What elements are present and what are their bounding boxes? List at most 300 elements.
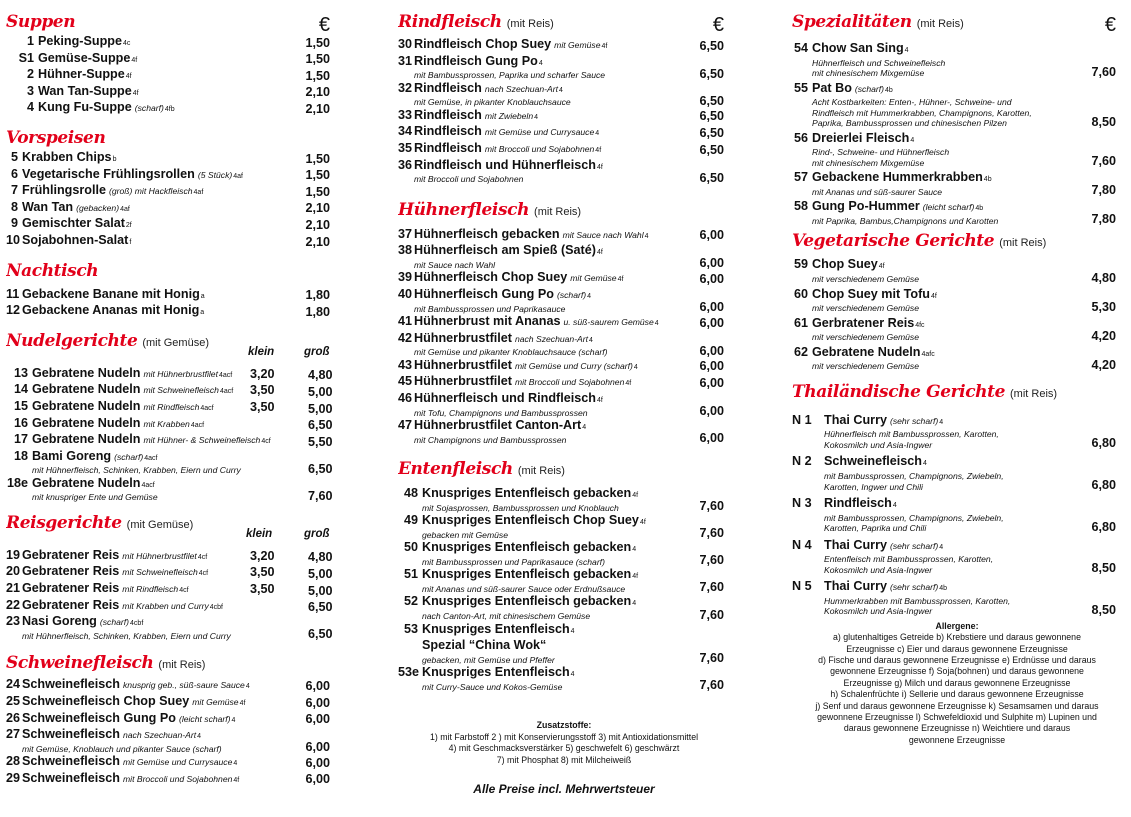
price: 6,00	[699, 271, 724, 286]
additives-note	[398, 720, 730, 766]
price-large: 6,50	[308, 627, 333, 642]
section-title: Nachtisch	[6, 260, 99, 281]
item-name: Rindfleisch	[414, 107, 482, 122]
menu-item	[398, 108, 730, 125]
allergen-codes: 4	[904, 47, 909, 54]
item-number: 40	[398, 286, 413, 301]
menu-item-line	[6, 216, 336, 233]
menu-item-line	[6, 303, 336, 320]
allergen-codes: 4	[632, 600, 637, 608]
menu-item-line	[398, 270, 730, 287]
menu-item	[398, 513, 730, 540]
item-ingredients: mit Gemüse und pikanter Knoblauchsauce (scharf)	[414, 347, 608, 358]
allergen-codes: 4af	[120, 205, 130, 213]
item-name: Gebratene Nudeln	[32, 415, 141, 430]
item-number: 7	[10, 183, 18, 198]
item-number: 49	[403, 513, 418, 528]
menu-item	[792, 413, 1122, 451]
menu-item-line	[6, 449, 336, 466]
item-name: Hühnerfleisch gebacken	[414, 226, 560, 241]
item-description: mit Hühner- & Schweinefleisch	[143, 435, 261, 446]
price: 1,50	[305, 151, 330, 166]
item-number: 55	[793, 80, 808, 95]
menu-item	[6, 449, 336, 476]
item-number: 45	[398, 374, 413, 389]
item-description: (groß) mit Hackfleisch	[108, 186, 193, 197]
allergen-codes: 4c	[122, 40, 131, 47]
menu-item-line	[792, 81, 1122, 98]
item-name: Rindfleisch Chop Suey	[414, 37, 552, 51]
menu-item	[6, 564, 336, 581]
menu-item	[398, 227, 730, 244]
menu-item-line	[792, 287, 1122, 304]
menu-item	[6, 548, 336, 565]
allergen-codes: 4	[587, 292, 591, 300]
item-description: (sehr scharf)	[889, 582, 939, 593]
item-ingredients: mit Sauce nach Wahl	[414, 259, 496, 270]
allergen-codes: 4cbf	[209, 603, 223, 611]
allergen-codes: 4	[538, 59, 543, 67]
menu-item	[6, 598, 336, 615]
menu-item-line	[398, 391, 730, 408]
price: 6,50	[699, 170, 724, 185]
item-description: nach Szechuan-Art	[514, 333, 589, 344]
menu-item	[792, 199, 1122, 226]
item-number: 24	[6, 677, 21, 692]
allergen-codes: 4acf	[144, 454, 158, 462]
allergen-codes: 4f	[878, 263, 885, 271]
item-ingredients: gebacken, mit Gemüse und Pfeffer	[422, 654, 555, 665]
menu-item-line	[792, 345, 1122, 362]
item-description: nach Szechuan-Art	[484, 83, 558, 94]
menu-item	[6, 754, 336, 771]
section-huehnerfleisch	[398, 199, 730, 445]
item-number: 13	[13, 365, 28, 380]
additives-line: 1) mit Farbstoff 2 ) mit Konservierungsstoff 3) mit Antioxidationsmittel	[429, 731, 699, 742]
menu-item	[792, 579, 1122, 617]
item-name: Hühnerbrustfilet	[414, 330, 512, 345]
item-ingredients: Rindfleisch mit Hummerkrabben, Champignons, Karotten,	[812, 107, 1032, 118]
item-ingredients: Rind-, Schweine- und Hühnerfleisch	[812, 147, 950, 158]
item-description: mit Rindfleisch	[122, 584, 179, 595]
item-number: 18	[13, 448, 28, 463]
price: 6,00	[305, 678, 330, 693]
menu-item-line	[6, 382, 336, 399]
item-description: mit Gemüse	[554, 40, 601, 50]
item-name: Gebratener Reis	[22, 581, 120, 596]
allergen-codes: 4	[923, 460, 927, 468]
item-ingredients: Karotten, Paprika und Chili	[824, 523, 927, 534]
additives-line: 4) mit Geschmacksverstärker 5) geschwefelt 6) geschwärzt	[448, 743, 680, 754]
item-number: 30	[398, 37, 413, 51]
allergen-codes: 4f	[601, 43, 608, 50]
item-number: 29	[6, 770, 21, 785]
section-title: Hühnerfleisch (mit Reis)	[398, 199, 582, 220]
item-name: Knuspriges Entenfleisch Chop Suey	[422, 513, 639, 528]
item-name: Thai Curry	[824, 412, 887, 427]
item-description: mit Zwiebeln	[484, 110, 534, 121]
price: 8,50	[1091, 114, 1116, 129]
section-title: Schweinefleisch (mit Reis)	[6, 653, 206, 674]
item-description: (scharf)	[854, 83, 885, 94]
menu-item-line	[6, 581, 336, 598]
allergen-codes: 4f	[595, 146, 602, 154]
allergen-codes: 4	[570, 627, 575, 635]
section-title: Entenfleisch (mit Reis)	[398, 459, 565, 480]
item-number: 52	[403, 594, 418, 609]
item-ingredients: mit Tofu, Champignons und Bambussprossen	[414, 407, 588, 418]
item-description: nach Szechuan-Art	[123, 730, 197, 741]
menu-item-line	[398, 287, 730, 304]
menu-item	[6, 167, 336, 184]
price: 6,50	[699, 38, 724, 53]
allergen-codes: 4	[939, 418, 944, 426]
menu-item-line	[6, 416, 336, 433]
item-ingredients: mit verschiedenem Gemüse	[812, 274, 919, 285]
item-name: Gebratener Reis	[22, 547, 120, 562]
item-name: Chop Suey	[812, 257, 878, 272]
item-number: 51	[403, 567, 418, 582]
price-large: 7,60	[308, 488, 333, 503]
menu-item	[6, 476, 336, 503]
section-title: Nudelgerichte (mit Gemüse)	[6, 330, 209, 351]
price-large: 5,00	[308, 401, 333, 416]
price: 7,60	[1091, 154, 1116, 169]
item-ingredients: mit Ananas und süß-saurer Sauce oder Erdnußsauce	[422, 583, 626, 594]
item-description: mit Gemüse und Curry (scharf)	[514, 360, 633, 371]
item-number: 5	[10, 149, 18, 164]
allergens-line: daraus gewonnene Erzeugnisse n) Weichtiere und daraus	[843, 723, 1071, 734]
price: 1,50	[305, 184, 330, 199]
allergen-codes: 4	[245, 683, 250, 691]
menu-item	[398, 124, 730, 141]
item-ingredients: mit verschiedenem Gemüse	[812, 332, 919, 343]
menu-item-line	[792, 413, 1122, 430]
allergens-line: d) Fische und daraus gewonnene Erzeugnisse e) Erdnüsse und daraus	[818, 655, 1096, 666]
item-number: 28	[6, 754, 21, 769]
item-number: 19	[6, 547, 21, 562]
item-ingredients: mit Sojasprossen, Bambussprossen und Knoblauch	[422, 502, 619, 513]
item-number: 18e	[6, 475, 28, 490]
price: 7,60	[699, 607, 724, 622]
menu-item-line	[6, 287, 336, 304]
item-number: 12	[6, 303, 21, 318]
menu-item-line	[398, 622, 730, 639]
menu-item	[6, 677, 336, 694]
item-ingredients: mit Bambussprossen und Paprikasauce	[414, 303, 566, 314]
allergen-codes: f	[129, 238, 132, 246]
item-name: Krabben Chips	[22, 149, 112, 164]
menu-item-line	[398, 314, 730, 331]
item-name: Hühnerbrustfilet Canton-Art	[414, 418, 582, 432]
menu-item-line	[792, 579, 1122, 596]
item-name: Chop Suey mit Tofu	[812, 286, 930, 301]
currency-symbol: €	[1104, 14, 1116, 36]
allergens-line: gewonnene Erzeugnisse f) Soja(bohnen) und daraus gewonnene	[830, 666, 1084, 677]
item-ingredients: gebacken mit Gemüse	[422, 529, 508, 540]
item-name: Gebratener Reis	[22, 564, 120, 579]
price-small: 3,50	[250, 565, 275, 580]
item-name: Hühnerbrustfilet	[414, 357, 512, 372]
price-small: 3,50	[250, 399, 275, 414]
menu-item	[398, 314, 730, 331]
menu-item-line	[398, 158, 730, 175]
item-number: N 2	[792, 454, 812, 469]
item-name: Knuspriges Entenfleisch	[422, 621, 570, 636]
price: 6,00	[699, 315, 724, 330]
menu-item	[6, 711, 336, 728]
menu-item-line	[398, 81, 730, 98]
price: 7,80	[1091, 212, 1116, 227]
allergen-codes: 4	[939, 543, 944, 551]
menu-item	[398, 540, 730, 567]
price: 7,60	[699, 580, 724, 595]
menu-item-line	[398, 594, 730, 611]
item-name: Knuspriges Entenfleisch gebacken	[422, 594, 632, 609]
item-description: mit Sauce nach Wahl	[562, 229, 644, 240]
section-title: Vorspeisen	[6, 127, 106, 148]
item-number: 57	[793, 170, 808, 185]
item-ingredients: mit Bambussprossen, Champignons, Zwiebeln,	[824, 471, 1004, 482]
price: 7,60	[699, 499, 724, 514]
menu-item	[6, 150, 336, 167]
menu-item-line	[792, 538, 1122, 555]
item-description: mit Gemüse und Currysauce	[484, 127, 595, 138]
allergen-codes: 4f	[625, 380, 632, 388]
allergen-codes: 4af	[233, 172, 243, 180]
allergens-line: a) glutenhaltiges Getreide b) Krebstiere und daraus gewonnene	[833, 632, 1081, 643]
item-ingredients: mit Broccoli und Sojabohnen	[414, 174, 524, 185]
item-description: (leicht scharf)	[178, 713, 231, 724]
menu-item	[398, 594, 730, 621]
item-description: mit Broccoli und Sojabohnen	[514, 377, 625, 388]
allergens-note	[792, 621, 1122, 746]
item-number: 42	[398, 330, 413, 345]
item-name: Hühnerfleisch Gung Po	[414, 286, 554, 301]
item-number: 58	[793, 199, 808, 214]
item-name: Hühnerfleisch Chop Suey	[414, 270, 568, 285]
price: 6,00	[699, 228, 724, 243]
menu-item-line	[6, 84, 336, 101]
menu-item	[398, 358, 730, 375]
item-ingredients: Kokosmilch und Asia-Ingwer	[824, 564, 933, 575]
item-number: 17	[13, 432, 28, 447]
menu-item-line	[398, 418, 730, 435]
item-number: 61	[793, 315, 808, 330]
allergen-codes: 4fb	[164, 106, 175, 114]
item-ingredients: mit Paprika, Bambus,Champignons und Karotten	[812, 215, 999, 226]
price-large: 6,50	[308, 600, 333, 615]
item-number: 47	[398, 418, 413, 432]
item-name: Knuspriges Entenfleisch gebacken	[422, 486, 632, 501]
menu-item	[6, 34, 336, 51]
item-number: 2	[26, 67, 34, 82]
item-number: 15	[13, 398, 28, 413]
item-number: 1	[26, 34, 34, 48]
item-ingredients: Kokosmilch und Asia-Ingwer	[824, 439, 933, 450]
menu-item	[6, 614, 336, 641]
item-number: N 5	[792, 579, 812, 594]
item-number: 36	[398, 157, 413, 172]
item-name: Gebratene Nudeln	[32, 365, 141, 380]
menu-item-line	[6, 399, 336, 416]
item-ingredients: mit Hühnerfleisch, Schinken, Krabben, Eiern und Curry	[22, 630, 231, 641]
item-ingredients: nach Canton-Art, mit chinesischem Gemüse	[422, 611, 591, 622]
menu-item	[398, 37, 730, 54]
menu-item	[398, 243, 730, 270]
item-ingredients: mit Bambussprossen, Paprika und scharfer Sauce	[414, 70, 606, 81]
allergen-codes: 4fc	[915, 321, 925, 329]
menu-item	[6, 694, 336, 711]
price: 1,50	[305, 168, 330, 183]
item-name: Hühnerfleisch und Rindfleisch	[414, 390, 596, 405]
item-ingredients: Hühnerfleisch mit Bambussprossen, Karotten,	[824, 429, 999, 440]
section-title: Reisgerichte (mit Gemüse)	[6, 512, 194, 533]
item-name: Gemischter Salat	[22, 216, 125, 231]
menu-item	[398, 54, 730, 81]
item-name: Sojabohnen-Salat	[22, 232, 129, 247]
menu-item-line	[398, 243, 730, 260]
item-number: 9	[10, 216, 18, 231]
price-small: 3,20	[250, 548, 275, 563]
item-number: 16	[13, 415, 28, 430]
item-number: 46	[398, 390, 413, 405]
price: 6,00	[699, 359, 724, 374]
menu-item-line	[792, 131, 1122, 148]
section-schweinefleisch	[6, 652, 336, 787]
menu-item	[792, 496, 1122, 534]
item-number: 37	[398, 226, 413, 241]
menu-item-line	[398, 374, 730, 391]
menu-item	[398, 158, 730, 185]
item-name: Gebackene Hummerkrabben	[812, 170, 983, 185]
item-description: mit Gemüse	[192, 696, 239, 707]
menu-item-line	[6, 200, 336, 217]
price-large: 5,00	[308, 583, 333, 598]
item-name: Hühner-Suppe	[38, 67, 125, 82]
allergen-codes: 4f	[596, 163, 603, 171]
price: 7,60	[699, 526, 724, 541]
allergen-codes: 4cbf	[130, 620, 144, 628]
allergen-codes: 4b	[885, 86, 893, 94]
item-ingredients: mit Hühnerfleisch, Schinken, Krabben, Eiern und Curry	[32, 465, 241, 476]
menu-item	[6, 303, 336, 320]
item-number: 41	[398, 314, 413, 329]
allergen-codes: 4acf	[141, 481, 155, 489]
allergen-codes: 4afc	[921, 350, 935, 358]
price-small: 3,50	[250, 582, 275, 597]
item-number: 31	[398, 53, 413, 68]
menu-item	[398, 567, 730, 594]
menu-item	[398, 486, 730, 513]
menu-item-line	[398, 54, 730, 71]
allergens-line: Erzeugnisse g) Milch und daraus gewonnene Erzeugnisse	[843, 677, 1071, 688]
allergen-codes: 4f	[632, 492, 639, 500]
allergen-codes: 4	[632, 546, 637, 554]
item-name: Gebratene Nudeln	[32, 475, 141, 490]
allergen-codes: 4	[233, 760, 238, 768]
menu-item	[6, 233, 336, 250]
menu-item	[398, 622, 730, 666]
item-name-continued: Spezial “China Wok“	[422, 638, 547, 653]
price: 6,00	[305, 712, 330, 727]
item-name: Gemüse-Suppe	[38, 50, 131, 65]
item-description: mit Hühnerbrustfilet	[143, 368, 218, 379]
item-ingredients: mit verschiedenem Gemüse	[812, 361, 919, 372]
menu-item-line	[398, 638, 730, 655]
menu-item	[792, 538, 1122, 576]
item-name: Gebratene Nudeln	[32, 382, 141, 397]
menu-column-2	[398, 0, 730, 817]
menu-item-line	[398, 665, 730, 682]
allergen-codes: 4b	[975, 205, 984, 213]
menu-item-line	[6, 548, 336, 565]
menu-item-line	[792, 454, 1122, 471]
item-number: 20	[6, 564, 21, 579]
item-name: Schweinefleisch	[22, 677, 120, 692]
allergen-codes: 4	[595, 130, 600, 138]
menu-item-line	[792, 199, 1122, 216]
item-number: 43	[398, 357, 413, 372]
item-description: (sehr scharf)	[889, 540, 939, 551]
item-description: mit Rindfleisch	[143, 401, 200, 412]
item-description: mit Krabben und Curry	[122, 600, 209, 611]
menu-item	[792, 316, 1122, 343]
allergen-codes: 4cf	[198, 570, 209, 578]
allergens-line: h) Schalenfrüchte i) Sellerie und daraus gewonnene Erzeugnisse	[830, 689, 1084, 700]
menu-item-line	[6, 754, 336, 771]
menu-item-line	[398, 513, 730, 530]
menu-item-line	[398, 540, 730, 557]
price: 2,10	[305, 101, 330, 116]
price: 4,20	[1091, 357, 1116, 372]
item-name: Schweinefleisch	[22, 727, 120, 742]
allergens-line: gewonnene Erzeugnisse	[908, 734, 1006, 745]
price: 6,00	[699, 343, 724, 358]
currency-symbol: €	[318, 14, 330, 36]
item-number: 23	[6, 614, 21, 629]
allergen-codes: 4	[197, 733, 201, 741]
section-suppen	[6, 11, 336, 117]
item-ingredients: mit Gemüse, in pikanter Knoblauchsauce	[414, 97, 571, 108]
item-ingredients: Hummerkrabben mit Bambussprossen, Karotten,	[824, 595, 1011, 606]
section-thai	[792, 381, 1122, 617]
allergens-title: Allergene:	[935, 620, 979, 631]
section-title: Suppen	[6, 12, 76, 32]
menu-item	[792, 345, 1122, 372]
menu-item-line	[6, 67, 336, 84]
item-number: 53e	[398, 665, 420, 680]
allergen-codes: b	[112, 155, 117, 163]
menu-item	[6, 67, 336, 84]
section-vegetarisch	[792, 230, 1122, 371]
allergen-codes: 4	[654, 320, 659, 328]
menu-item-line	[398, 37, 730, 54]
item-name: Rindfleisch	[824, 496, 892, 511]
menu-item-line	[398, 108, 730, 125]
item-name: Knuspriges Entenfleisch gebacken	[422, 540, 632, 555]
item-number: 25	[6, 693, 21, 708]
menu-item-line	[398, 331, 730, 348]
allergen-codes: 4b	[939, 585, 948, 593]
size-small-header: klein	[246, 527, 273, 540]
item-ingredients: Entenfleisch mit Bambussprossen, Karotten,	[824, 554, 994, 565]
menu-item-line	[6, 711, 336, 728]
section-title: Thailändische Gerichte (mit Reis)	[792, 381, 1058, 402]
allergen-codes: 4	[892, 502, 897, 510]
item-number: 60	[793, 286, 808, 301]
allergen-codes: 4f	[233, 776, 240, 784]
